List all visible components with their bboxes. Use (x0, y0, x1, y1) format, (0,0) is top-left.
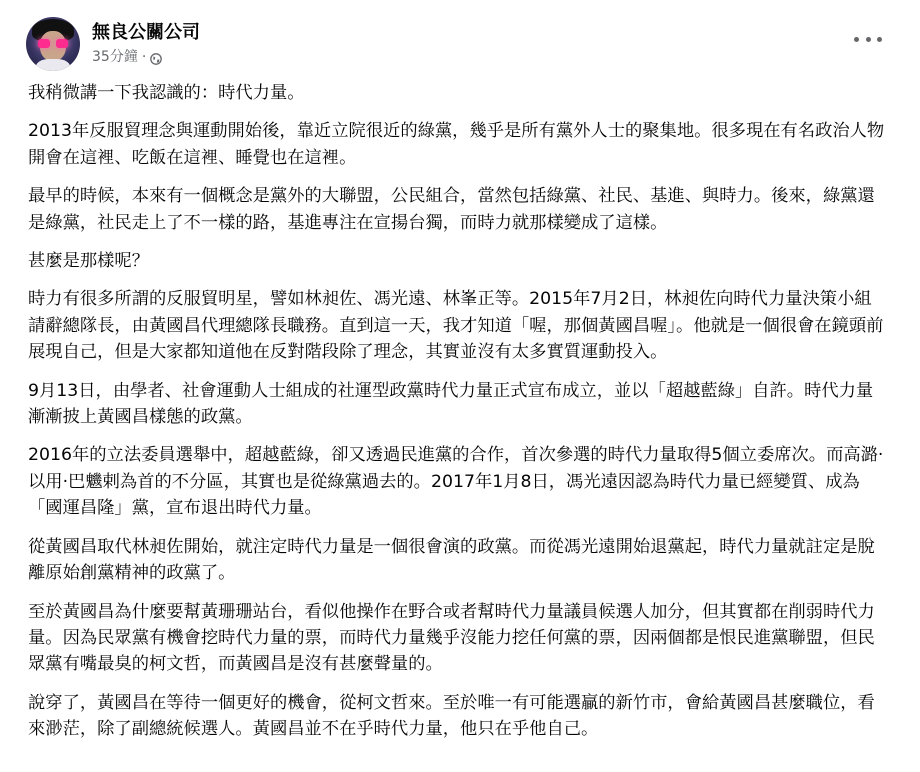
post-paragraph: 2013年反服貿理念與運動開始後，靠近立院很近的綠黨，幾乎是所有黨外人士的聚集地。很多現在有名政治人物開會在這裡、吃飯在這裡、睡覺也在這裡。 (28, 121, 885, 168)
avatar[interactable] (26, 17, 80, 71)
page-name[interactable]: 無良公關公司 (92, 22, 200, 43)
post-paragraph: 甚麼是那樣呢？ (28, 251, 149, 272)
post-paragraph: 9月13日，由學者、社會運動人士組成的社運型政黨時代力量正式宣布成立，並以「超越藍綠」自許。時代力量漸漸披上黃國昌樣態的政黨。 (28, 380, 874, 428)
post-paragraph: 說穿了，黃國昌在等待一個更好的機會，從柯文哲來。至於唯一有可能選贏的新竹市，會給黃國昌甚麼職位，看來渺茫，除了副總統候選人。黃國昌並不在乎時代力量，他只在乎他自己。 (28, 692, 875, 740)
post-paragraph: 最早的時候，本來有一個概念是黨外的大聯盟，公民組合，當然包括綠黨、社民、基進、與時力。後來，綠黨還是綠黨，社民走上了不一樣的路，基進專注在宣揚台獨，而時力就那樣變成了這樣。 (28, 186, 875, 233)
post-subline (92, 47, 200, 67)
post-body (28, 80, 888, 755)
more-options-icon[interactable] (854, 28, 882, 50)
separator-dot: · (141, 49, 147, 65)
globe-icon (150, 51, 162, 63)
post-paragraph: 從黃國昌取代林昶佐開始，就注定時代力量是一個很會演的政黨。而從馮光遠開始退黨起，時代力量就註定是脫離原始創黨精神的政黨了。 (28, 536, 875, 584)
post-timestamp[interactable]: 35分鐘 (92, 49, 138, 65)
post-meta (92, 21, 200, 67)
post-paragraph: 時力有很多所謂的反服貿明星，譬如林昶佐、馮光遠、林峯正等。2015年7月2日，林昶佐向時代力量決策小組請辭總隊長，由黃國昌代理總隊長職務。直到這一天，我才知道「喔，那個黃國昌喔」。他就是一個很會在鏡頭前展現自己，但是大家都知道他在反對階段除了理念，其實並沒有太多實質運動投入。 (28, 289, 884, 363)
post-paragraph: 我稍微講一下我認識的：時代力量。 (28, 83, 305, 103)
post-paragraph: 2016年的立法委員選舉中，超越藍綠，卻又透過民進黨的合作，首次參選的時代力量取得5個立委席次。而高潞·以用·巴魕剌為首的不分區，其實也是從綠黨過去的。2017年1月8日，馮光遠因認為時代力量已經變質、成為「國運昌隆」黨，宣布退出時代力量。 (28, 445, 884, 519)
post-header (26, 16, 200, 72)
post-paragraph: 至於黃國昌為什麼要幫黃珊珊站台，看似他操作在野合或者幫時代力量議員候選人加分，但其實都在削弱時代力量。因為民眾黨有機會挖時代力量的票，而時代力量幾乎沒能力挖任何黨的票，因兩個都是恨民進黨聯盟，但民眾黨有嘴最臭的柯文哲，而黃國昌是沒有甚麼聲量的。 (28, 601, 875, 675)
